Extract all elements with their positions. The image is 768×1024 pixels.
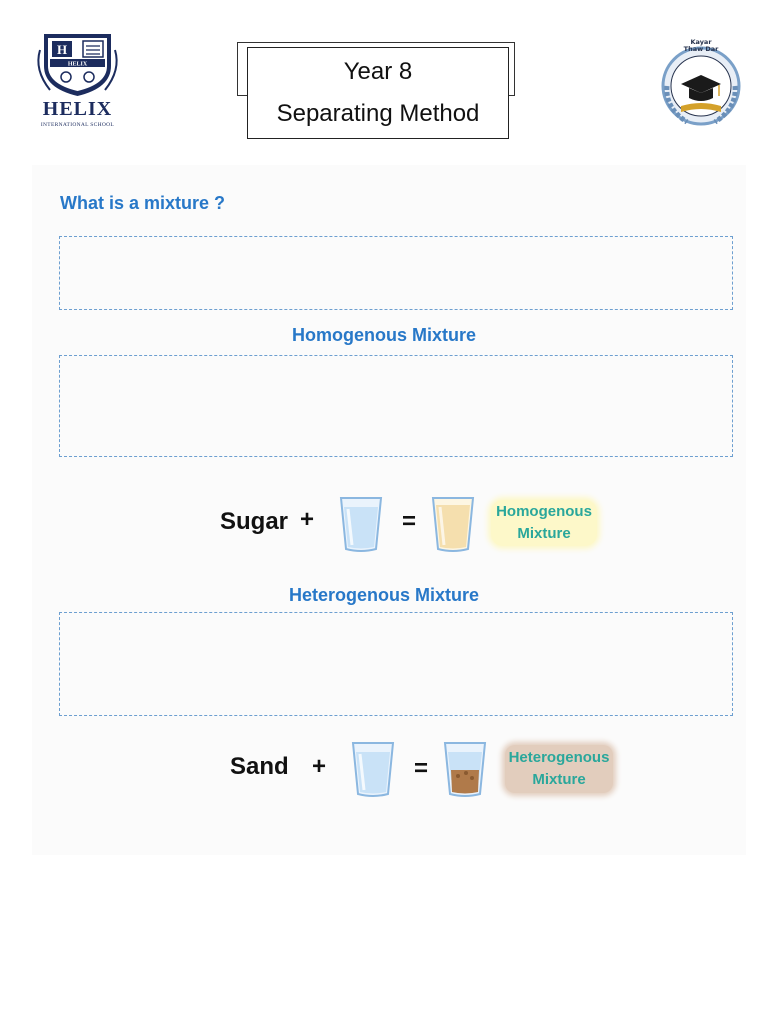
sand-label: Sand <box>230 753 289 780</box>
water-glass-icon <box>350 740 396 798</box>
homogenous-title: Homogenous Mixture <box>291 325 476 345</box>
heterogenous-result-tag <box>505 745 613 793</box>
homogenous-result-line1: Homogenous <box>496 503 592 520</box>
plus-sign: + <box>300 506 315 533</box>
homogenous-result-tag <box>491 500 597 546</box>
year-title: Year 8 <box>343 58 413 85</box>
sugar-label: Sugar <box>220 508 289 535</box>
water-glass-icon <box>338 495 384 553</box>
helix-logo <box>30 30 125 135</box>
svg-text:HELIX: HELIX <box>67 61 88 68</box>
mixture-answer-box[interactable] <box>59 236 733 310</box>
svg-text:H: H <box>56 42 68 57</box>
right-logo-line1: Kayar <box>690 38 712 46</box>
topic-title: Separating Method <box>276 100 480 127</box>
school-subtitle: INTERNATIONAL SCHOOL <box>40 122 115 128</box>
heterogenous-answer-box[interactable] <box>59 612 733 716</box>
heterogenous-result-line2: Mixture <box>532 771 586 788</box>
plus-sign: + <box>312 753 327 780</box>
equals-sign: = <box>402 508 417 535</box>
homogenous-result-line2: Mixture <box>517 525 571 542</box>
sand-water-glass-icon <box>442 740 488 798</box>
right-logo-line2: Thaw Dar <box>683 45 719 53</box>
mixture-question: What is a mixture ? <box>60 193 226 213</box>
equals-sign: = <box>414 755 429 782</box>
kayar-thaw-dar-logo <box>657 38 745 130</box>
helix-crest-icon <box>30 30 125 98</box>
school-name: HELIX <box>42 98 113 120</box>
sugar-water-glass-icon <box>430 495 476 553</box>
heterogenous-title: Heterogenous Mixture <box>288 585 480 605</box>
title-box <box>247 47 509 139</box>
heterogenous-result-line1: Heterogenous <box>508 749 610 766</box>
homogenous-answer-box[interactable] <box>59 355 733 457</box>
